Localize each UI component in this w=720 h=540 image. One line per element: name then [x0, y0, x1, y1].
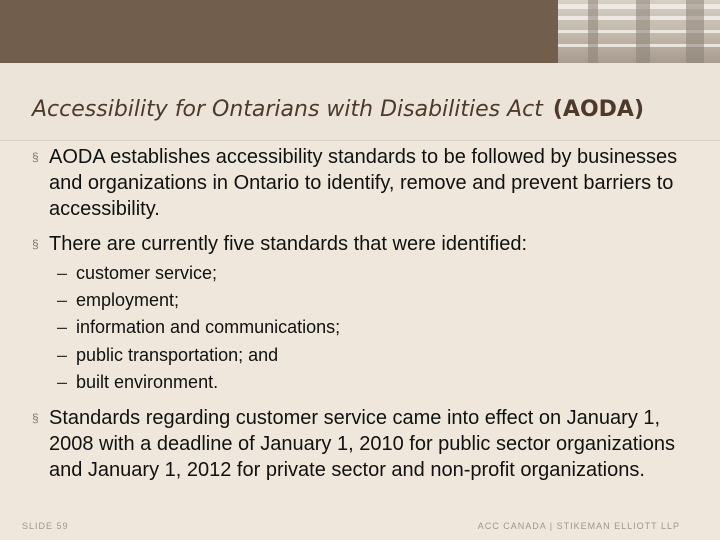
dash: –	[57, 263, 68, 283]
dash: –	[57, 345, 68, 365]
sub-item-2	[57, 286, 179, 314]
bullet-text: There are currently five standards that were identified:	[49, 233, 528, 255]
slide-number: SLIDE 59	[22, 521, 69, 531]
bullet-text: AODA establishes accessibility standards to be followed by businesses and organizations in Ontario to identify, remove and prevent barriers to accessibility.	[49, 146, 678, 220]
bullet-1	[32, 144, 692, 222]
bullet-marker: §	[32, 237, 39, 251]
bullet-3	[32, 405, 692, 483]
bullet-marker: §	[32, 150, 39, 164]
slide-title-abbr: (AODA)	[552, 97, 645, 122]
bullet-2	[32, 231, 692, 257]
slide-title-act: Accessibility for Ontarians with Disabilities Act	[32, 97, 543, 122]
dash: –	[57, 372, 68, 392]
sub-item-1	[57, 259, 217, 287]
bullet-marker: §	[32, 411, 39, 425]
sub-item-5	[57, 368, 218, 396]
sub-item-text: customer service;	[76, 263, 218, 283]
dash: –	[57, 317, 68, 337]
dash: –	[57, 290, 68, 310]
bullet-text: Standards regarding customer service came into effect on January 1, 2008 with a deadline of January 1, 2010 for public sector organizations and January 1, 2012 for private sector and non-profit organizations.	[49, 407, 675, 481]
sub-item-text: public transportation; and	[76, 345, 279, 365]
footer-credit: ACC CANADA | STIKEMAN ELLIOTT LLP	[477, 521, 680, 531]
sub-item-4	[57, 341, 278, 369]
sub-item-text: employment;	[76, 290, 180, 310]
sub-item-3	[57, 313, 340, 341]
sub-item-text: built environment.	[76, 372, 219, 392]
sub-item-text: information and communications;	[76, 317, 341, 337]
